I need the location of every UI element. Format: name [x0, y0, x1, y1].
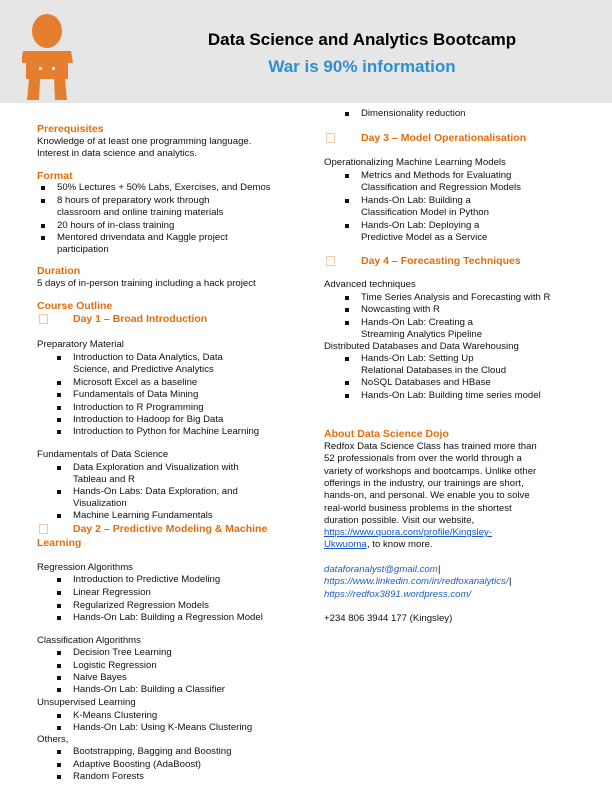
paragraph-line: duration possible. Visit our website, [324, 514, 475, 526]
bullet-icon [57, 356, 61, 360]
list-item: Linear Regression [73, 587, 151, 598]
day-heading: Day 2 – Predictive Modeling & Machine [73, 523, 268, 535]
list-item: Relational Databases in the Cloud [361, 365, 507, 377]
paragraph-line: hands-on, and personal. We enable you to solve [324, 490, 530, 502]
list-item: Hands-On Lab: Building a Classifier [73, 684, 225, 695]
list-item: Hands-On Lab: Building a [361, 195, 471, 206]
list-item: Streaming Analytics Pipeline [361, 329, 483, 341]
section-heading: Format [37, 170, 73, 182]
list-item: Decision Tree Learning [73, 647, 172, 658]
list-item: Predictive Model as a Service [361, 232, 488, 244]
paragraph-line: Preparatory Material [37, 339, 124, 350]
checkbox-icon [326, 133, 335, 143]
list-item: Introduction to Hadoop for Big Data [73, 414, 224, 425]
list-item: Mentored drivendata and Kaggle project [57, 232, 228, 243]
checkbox-icon [39, 524, 48, 534]
paragraph-line: 5 days of in-person training including a hack project [37, 278, 256, 289]
bullet-icon [57, 750, 61, 754]
section-heading: Prerequisites [37, 123, 104, 135]
separator: | [438, 564, 441, 575]
bullet-icon [345, 174, 349, 178]
bullet-icon [57, 676, 61, 680]
bullet-icon [57, 578, 61, 582]
bullet-icon [57, 514, 61, 518]
website-link[interactable]: Ukwuoma [324, 539, 367, 551]
paragraph-line: Classification Algorithms [37, 635, 141, 646]
section-heading: Course Outline [37, 300, 113, 312]
bullet-icon [345, 308, 349, 312]
list-item: Introduction to R Programming [73, 402, 204, 413]
list-item: Introduction to Python for Machine Learning [73, 426, 260, 437]
bullet-icon [345, 296, 349, 300]
list-item: Naive Bayes [73, 672, 127, 683]
bullet-icon [57, 604, 61, 608]
list-item: 8 hours of preparatory work through [57, 195, 210, 206]
checkbox-icon [39, 314, 48, 324]
link-suffix: , to know more. [367, 539, 433, 551]
website-link[interactable]: https://www.quora.com/profile/Kingsley- [324, 527, 492, 538]
list-item: Bootstrapping, Bagging and Boosting [73, 746, 232, 757]
bullet-icon [41, 199, 45, 203]
list-item: Tableau and R [73, 474, 135, 486]
paragraph-line: Unsupervised Learning [37, 697, 136, 708]
paragraph-line: real-world business problems in the shortest [324, 502, 512, 514]
paragraph-line: Fundamentals of Data Science [37, 449, 169, 460]
paragraph-line: Regression Algorithms [37, 562, 133, 573]
bullet-icon [345, 321, 349, 325]
page-subtitle: War is 90% information [268, 57, 456, 76]
list-item: Hands-On Labs: Data Exploration, and [73, 486, 238, 497]
list-item: Introduction to Data Analytics, Data [73, 352, 223, 363]
list-item: Classification and Regression Models [361, 182, 521, 194]
paragraph-line: +234 806 3944 177 (Kingsley) [324, 613, 453, 624]
day-heading: Day 1 – Broad Introduction [73, 313, 208, 325]
bullet-icon [57, 591, 61, 595]
paragraph-line: offerings in the industry, our trainings are short, [324, 477, 524, 489]
bullet-icon [57, 418, 61, 422]
list-item: Fundamentals of Data Mining [73, 389, 199, 400]
bullet-icon [57, 466, 61, 470]
day-heading: Learning [37, 537, 82, 549]
bullet-icon [57, 664, 61, 668]
list-item: participation [57, 244, 109, 256]
email-link[interactable]: dataforanalyst@gmail.com [324, 564, 438, 575]
list-item: Dimensionality reduction [361, 108, 466, 119]
bullet-icon [345, 199, 349, 203]
bullet-icon [57, 381, 61, 385]
profile-link[interactable]: https://www.linkedin.com/in/redfoxanalytics/ [324, 576, 509, 588]
bullet-icon [57, 490, 61, 494]
bullet-icon [57, 393, 61, 397]
checkbox-icon [326, 256, 335, 266]
list-item: Data Exploration and Visualization with [73, 462, 239, 473]
bullet-icon [41, 224, 45, 228]
list-item: Logistic Regression [73, 660, 157, 671]
section-heading: About Data Science Dojo [324, 428, 449, 440]
bullet-icon [345, 381, 349, 385]
torii-gate-logo [22, 14, 82, 100]
list-item: Metrics and Methods for Evaluating [361, 170, 512, 181]
bullet-icon [57, 616, 61, 620]
list-item: Hands-On Lab: Setting Up [361, 353, 474, 364]
list-item: classroom and online training materials [57, 207, 224, 219]
list-item: Visualization [73, 498, 127, 510]
list-item: Regularized Regression Models [73, 600, 209, 611]
paragraph-line: Others, [37, 734, 69, 745]
paragraph-line: 52 professionals from over the world through a [324, 453, 522, 465]
bullet-icon [345, 224, 349, 228]
paragraph-line: Interest in data science and analytics. [37, 148, 197, 160]
page-title: Data Science and Analytics Bootcamp [207, 30, 517, 49]
list-item: Hands-On Lab: Using K-Means Clustering [73, 722, 253, 733]
list-item: Introduction to Predictive Modeling [73, 574, 221, 585]
bullet-icon [57, 726, 61, 730]
list-item: 50% Lectures + 50% Labs, Exercises, and Demos [57, 182, 271, 193]
list-item: Machine Learning Fundamentals [73, 510, 213, 521]
bullet-icon [345, 112, 349, 116]
profile-link[interactable]: https://redfox3891.wordpress.com/ [324, 588, 472, 600]
list-item: Nowcasting with R [361, 304, 440, 315]
paragraph-line: Operationalizing Machine Learning Models [324, 157, 506, 168]
list-item: Time Series Analysis and Forecasting with R [361, 292, 551, 303]
list-item: Classification Model in Python [361, 207, 489, 219]
list-item: Hands-On Lab: Deploying a [361, 220, 480, 231]
paragraph-line: Distributed Databases and Data Warehousing [324, 341, 519, 352]
day-heading: Day 3 – Model Operationalisation [361, 132, 527, 144]
bullet-icon [57, 688, 61, 692]
bullet-icon [57, 651, 61, 655]
bullet-icon [345, 357, 349, 361]
list-item: Hands-On Lab: Creating a [361, 317, 473, 328]
list-item: Microsoft Excel as a baseline [73, 377, 198, 388]
list-item: NoSQL Databases and HBase [361, 377, 491, 388]
list-item: 20 hours of in-class training [57, 220, 175, 231]
separator: | [509, 576, 512, 588]
section-heading: Duration [37, 265, 81, 277]
paragraph-line: variety of workshops and bootcamps. Unlike other [324, 465, 537, 477]
bullet-icon [41, 186, 45, 190]
bullet-icon [57, 430, 61, 434]
list-item: Science, and Predictive Analytics [73, 364, 214, 376]
list-item: Hands-On Lab: Building a Regression Model [73, 612, 263, 623]
day-heading: Day 4 – Forecasting Techniques [361, 255, 521, 267]
bullet-icon [57, 406, 61, 410]
list-item: K-Means Clustering [73, 710, 158, 721]
list-item: Random Forests [73, 771, 144, 782]
bullet-icon [57, 775, 61, 779]
list-item: Adaptive Boosting (AdaBoost) [73, 759, 201, 770]
bullet-icon [57, 763, 61, 767]
paragraph-line: Redfox Data Science Class has trained more than [324, 441, 537, 452]
bullet-icon [41, 236, 45, 240]
paragraph-line: Knowledge of at least one programming language. [37, 136, 252, 147]
list-item: Hands-On Lab: Building time series model [361, 390, 541, 401]
bullet-icon [57, 714, 61, 718]
bullet-icon [345, 394, 349, 398]
paragraph-line: Advanced techniques [324, 279, 416, 290]
header-banner [0, 0, 612, 103]
